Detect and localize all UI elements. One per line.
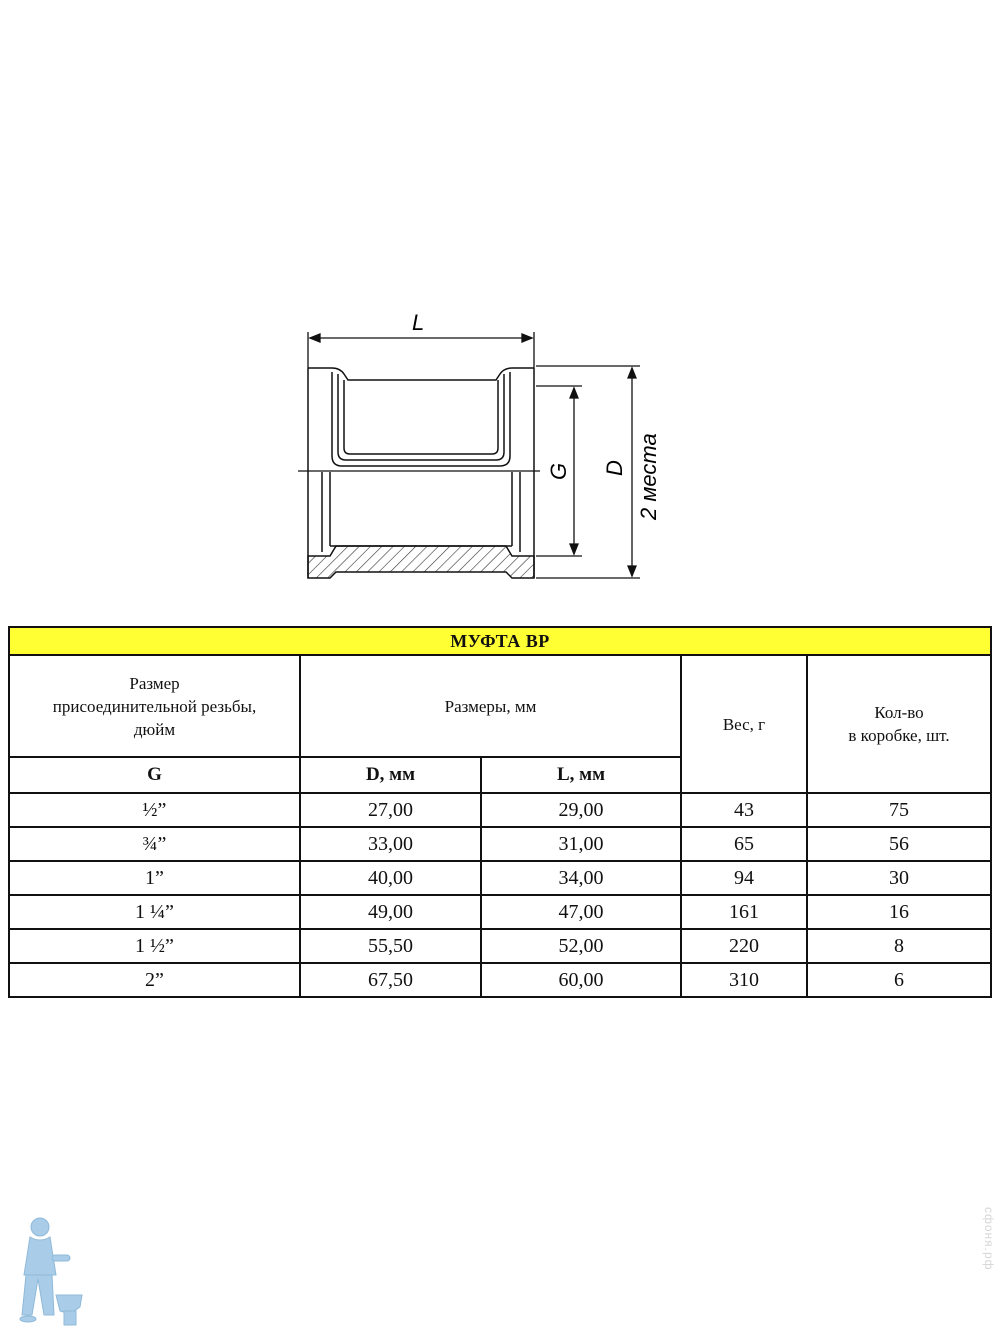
cell-l: 34,00 [481,861,681,895]
cell-g: 1” [9,861,300,895]
cell-weight: 65 [681,827,807,861]
table-title-row [9,627,991,655]
subheader-g: G [9,757,300,793]
cell-d: 27,00 [300,793,481,827]
label-l: L [412,310,425,335]
cell-qty: 8 [807,929,991,963]
header-thread-line2: присоединительной резьбы, [52,696,257,716]
header-thread-line3: дюйм [133,719,176,739]
cell-l: 31,00 [481,827,681,861]
table-title: МУФТА ВР [9,627,991,655]
cell-g: ¾” [9,827,300,861]
cell-g: 2” [9,963,300,997]
cell-weight: 161 [681,895,807,929]
cell-qty: 16 [807,895,991,929]
plumber-logo-icon [8,1215,88,1330]
cell-weight: 43 [681,793,807,827]
header-thread [9,655,300,757]
cell-l: 52,00 [481,929,681,963]
cell-weight: 94 [681,861,807,895]
label-g: G [546,462,571,480]
table-row [9,895,991,929]
header-weight: Вес, г [681,655,807,793]
cell-d: 55,50 [300,929,481,963]
cell-qty: 56 [807,827,991,861]
cell-d: 40,00 [300,861,481,895]
dimension-l [308,332,534,368]
cell-qty: 6 [807,963,991,997]
cell-d: 67,50 [300,963,481,997]
spec-table [8,626,992,998]
header-qty [807,655,991,793]
label-places: 2 места [636,433,661,520]
cell-weight: 220 [681,929,807,963]
header-thread-line1: Размер [129,673,180,693]
table-row [9,861,991,895]
subheader-d: D, мм [300,757,481,793]
subheader-l: L, мм [481,757,681,793]
cell-d: 49,00 [300,895,481,929]
header-qty-line2: в коробке, шт. [848,726,950,745]
cell-d: 33,00 [300,827,481,861]
table-header-row [9,655,991,757]
cell-weight: 310 [681,963,807,997]
cell-l: 60,00 [481,963,681,997]
header-qty-line1: Кол-во [874,703,924,722]
cell-g: ½” [9,793,300,827]
cell-qty: 75 [807,793,991,827]
cell-g: 1 ¼” [9,895,300,929]
cell-g: 1 ½” [9,929,300,963]
cell-l: 29,00 [481,793,681,827]
header-dimensions: Размеры, мм [300,655,681,757]
cell-l: 47,00 [481,895,681,929]
table-row [9,793,991,827]
section-hatch [308,546,534,578]
cell-qty: 30 [807,861,991,895]
coupling-drawing [0,0,1000,610]
label-d: D [602,460,627,476]
watermark: сфоня.рф [982,1207,996,1271]
table-row [9,929,991,963]
table-row [9,963,991,997]
table-row [9,827,991,861]
